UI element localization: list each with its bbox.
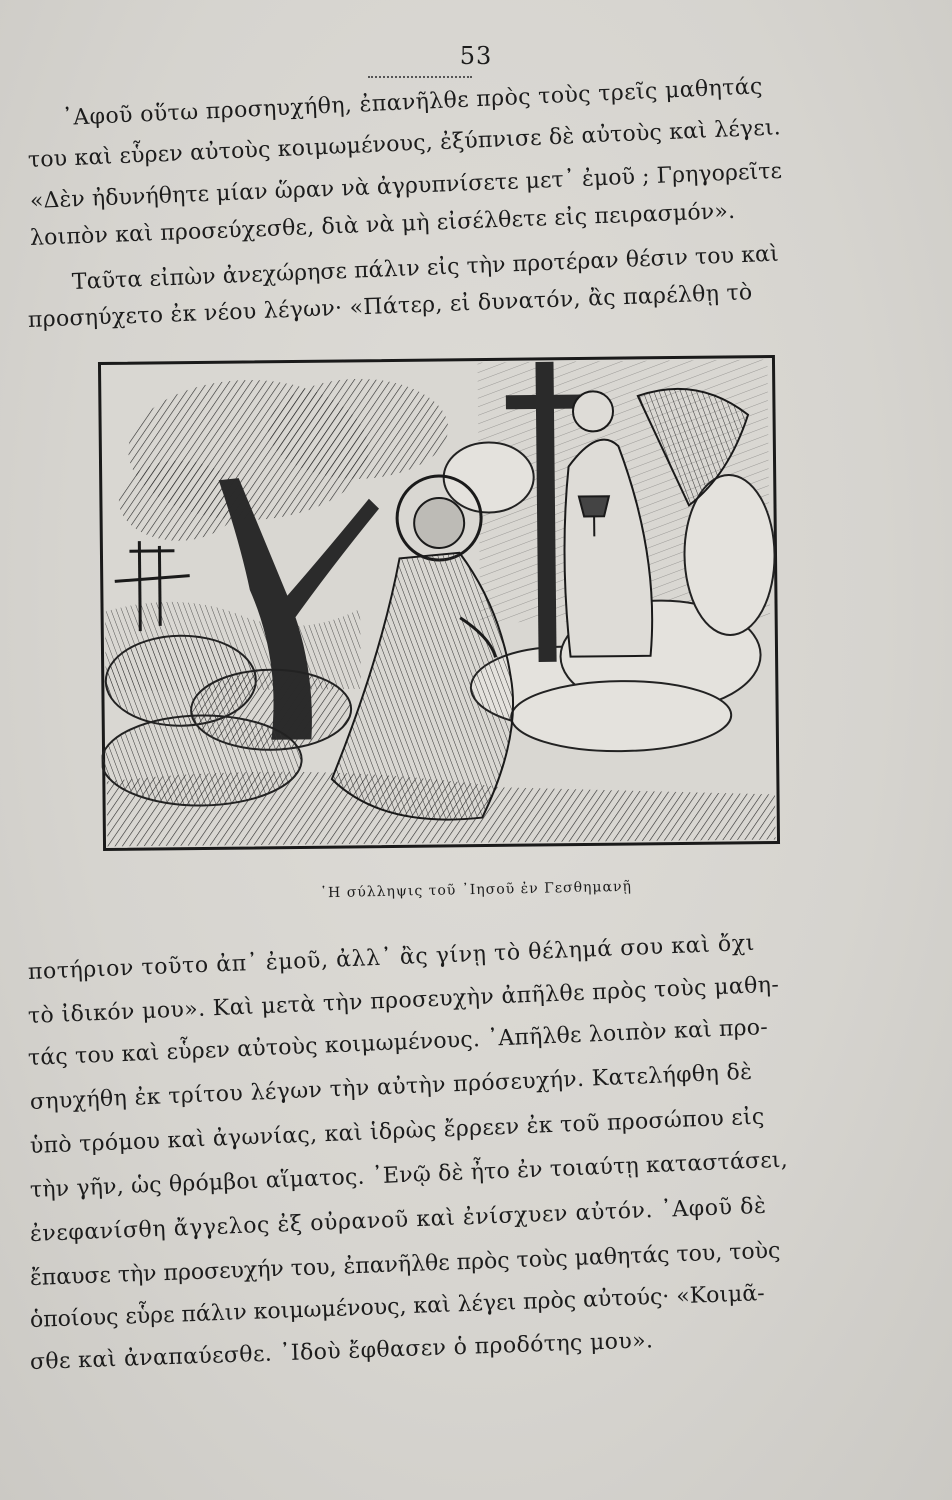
text-line: τὸ ἰδικόν μου». Καὶ μετὰ τὴν προσευχὴν ἀπῆλθε πρὸς τοὺς μαθη- bbox=[27, 972, 780, 1029]
text-line: ἔπαυσε τὴν προσευχήν του, ἐπανῆλθε πρὸς τοὺς μαθητάς του, τοὺς bbox=[29, 1238, 781, 1291]
text-line: ὁποίους εὗρε πάλιν κοιμωμένους, καὶ λέγει πρὸς αὐτούς· «Κοιμᾶ- bbox=[29, 1281, 766, 1333]
text-line: ποτήριον τοῦτο ἀπ᾿ ἐμοῦ, ἀλλ᾿ ἂς γίνῃ τὸ θέλημά σου καὶ ὄχι bbox=[27, 930, 756, 985]
text-line: ἐνεφανίσθη ἄγγελος ἐξ οὐρανοῦ καὶ ἐνίσχυεν αὐτόν. ᾿Αφοῦ δὲ bbox=[29, 1193, 767, 1247]
text-line: λοιπὸν καὶ προσεύχεσθε, διὰ νὰ μὴ εἰσέλθετε εἰς πειρασμόν». bbox=[29, 198, 736, 251]
text-line: σηυχήθη ἐκ τρίτου λέγων τὴν αὐτὴν πρόσευχήν. Κατελήφθη δὲ bbox=[29, 1059, 753, 1115]
engraving-illustration bbox=[97, 354, 780, 851]
page-number: 53 bbox=[459, 42, 493, 70]
text-line: προσηύχετο ἐκ νέου λέγων· «Πάτερ, εἰ δυνατόν, ἂς παρέλθῃ τὸ bbox=[27, 280, 753, 333]
text-line: του καὶ εὗρεν αὐτοὺς κοιμωμένους, ἐξύπνισε δὲ αὐτοὺς καὶ λέγει. bbox=[27, 115, 782, 173]
text-line: «Δὲν ἠδυνήθητε μίαν ὥραν νὰ ἀγρυπνίσετε μετ᾿ ἐμοῦ ; Γρηγορεῖτε bbox=[29, 158, 783, 214]
text-line: σθε καὶ ἀναπαύεσθε. ᾿Ιδοὺ ἔφθασεν ὁ προδότης μου». bbox=[29, 1328, 654, 1375]
text-line: ὑπὸ τρόμου καὶ ἀγωνίας, καὶ ἱδρὼς ἔρρεεν ἐκ τοῦ προσώπου εἰς bbox=[29, 1104, 766, 1159]
text-line: ᾿Αφοῦ οὕτω προσηυχήθη, ἐπανῆλθε πρὸς τοὺς τρεῖς μαθητάς bbox=[61, 74, 764, 131]
text-line: Ταῦτα εἰπὼν ἀνεχώρησε πάλιν εἰς τὴν προτέραν θέσιν του καὶ bbox=[71, 241, 780, 295]
text-line: τὴν γῆν, ὡς θρόμβοι αἵματος. ᾿Ενῷ δὲ ἦτο ἐν τοιαύτῃ καταστάσει, bbox=[29, 1147, 789, 1203]
header-rule bbox=[368, 76, 472, 78]
illustration-caption: ῾Η σύλληψις τοῦ ᾿Ιησοῦ ἐν Γεσθημανῇ bbox=[319, 878, 633, 902]
text-line: τάς του καὶ εὗρεν αὐτοὺς κοιμωμένους. ᾿Απῆλθε λοιπὸν καὶ προ- bbox=[27, 1015, 769, 1071]
